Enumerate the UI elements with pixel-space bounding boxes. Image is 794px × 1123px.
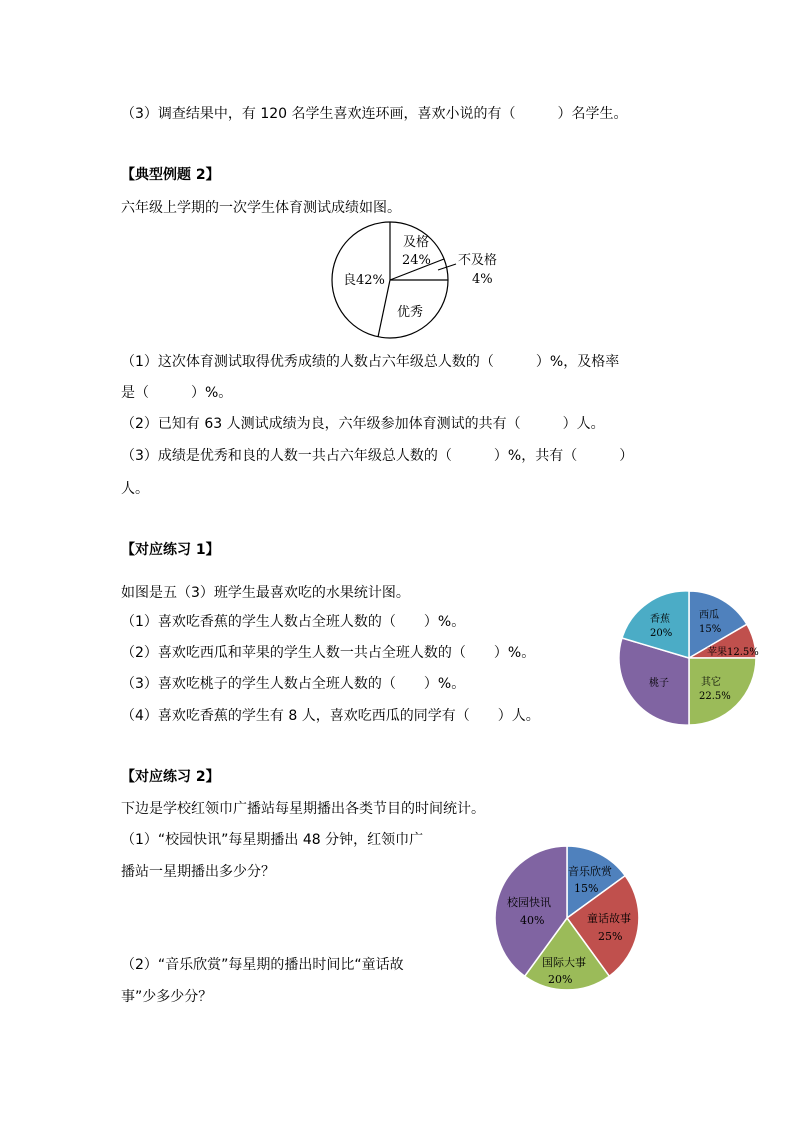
practice1-question-4: （4）喜欢吃香蕉的学生有 8 人，喜欢吃西瓜的同学有（ ）人。	[121, 708, 540, 724]
label-guoji-pct: 20%	[548, 973, 573, 986]
label-qita-pct: 22.5%	[699, 691, 731, 702]
practice2-question-2-line2: 事”少多少分？	[121, 989, 213, 1005]
label-pingguo: 苹果12.5%	[707, 647, 759, 658]
label-bujige-pct: 4%	[472, 272, 493, 287]
label-yinyue-pct: 15%	[574, 882, 599, 895]
practice2-question-1-line2: 播站一星期播出多少分？	[121, 864, 275, 880]
label-xigua-pct: 15%	[699, 624, 722, 635]
example2-intro: 六年级上学期的一次学生体育测试成绩如图。	[121, 200, 401, 216]
practice2-question-2-line1: （2）“音乐欣赏”每星期的播出时间比“童话故	[121, 957, 404, 973]
sports-test-pie-chart	[330, 218, 530, 348]
label-jige-pct: 24%	[402, 253, 431, 268]
label-xiangjiao-name: 香蕉	[650, 614, 670, 625]
example2-question-3-line1: （3）成绩是优秀和良的人数一共占六年级总人数的（ ）%，共有（ ）	[121, 448, 634, 464]
example2-question-2: （2）已知有 63 人测试成绩为良，六年级参加体育测试的共有（ ）人。	[121, 416, 605, 432]
practice2-intro: 下边是学校红领巾广播站每星期播出各类节目的时间统计。	[121, 801, 485, 817]
practice1-intro: 如图是五（3）班学生最喜欢吃的水果统计图。	[121, 585, 410, 601]
practice1-question-2: （2）喜欢吃西瓜和苹果的学生人数一共占全班人数的（ ）%。	[121, 645, 536, 661]
label-jige-name: 及格	[403, 235, 430, 250]
label-tonghua-name: 童话故事	[587, 912, 631, 925]
label-guoji-name: 国际大事	[542, 956, 586, 969]
fruit-pie-chart	[617, 588, 767, 738]
practice2-heading: 【对应练习 2】	[121, 769, 220, 785]
label-xiangjiao-pct: 20%	[650, 628, 673, 639]
practice1-heading: 【对应练习 1】	[121, 542, 220, 558]
practice2-question-1-line1: （1）“校园快讯”每星期播出 48 分钟，红领巾广	[121, 832, 424, 848]
label-yinyue-name: 音乐欣赏	[568, 865, 612, 878]
example2-question-1-line1: （1）这次体育测试取得优秀成绩的人数占六年级总人数的（ ）%，及格率	[121, 354, 620, 370]
practice1-question-3: （3）喜欢吃桃子的学生人数占全班人数的（ ）%。	[121, 676, 466, 692]
label-taozi: 桃子	[649, 678, 669, 689]
question-3-intro: （3）调查结果中，有 120 名学生喜欢连环画，喜欢小说的有（ ）名学生。	[121, 106, 628, 122]
example2-question-3-line2: 人。	[121, 481, 149, 497]
label-xiaoyuan-pct: 40%	[520, 914, 545, 927]
label-bujige-name: 不及格	[458, 253, 498, 268]
label-tonghua-pct: 25%	[598, 930, 623, 943]
label-qita-name: 其它	[701, 677, 721, 688]
label-youxiu: 优秀	[397, 305, 424, 320]
example2-heading: 【典型例题 2】	[121, 167, 220, 183]
label-xigua-name: 西瓜	[699, 610, 719, 621]
radio-program-pie-chart	[490, 840, 650, 1000]
practice1-question-1: （1）喜欢吃香蕉的学生人数占全班人数的（ ）%。	[121, 614, 466, 630]
label-liang: 良42%	[343, 273, 385, 288]
label-xiaoyuan-name: 校园快讯	[507, 896, 551, 909]
example2-question-1-line2: 是（ ）%。	[121, 385, 233, 401]
